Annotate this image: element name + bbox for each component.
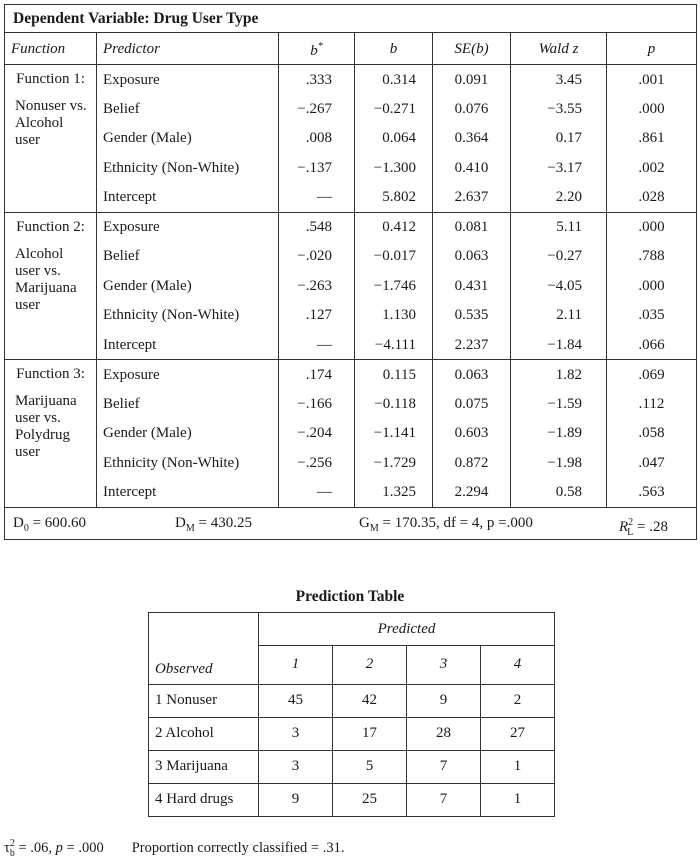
- predictor-cell: Ethnicity (Non-White): [97, 448, 279, 478]
- wald-cell: 3.45: [511, 65, 607, 95]
- predictor-cell: Ethnicity (Non-White): [97, 153, 279, 183]
- p-cell: .069: [607, 360, 697, 390]
- se-cell: 0.364: [433, 124, 511, 154]
- wald-cell: −1.59: [511, 389, 607, 419]
- observed-category: 4 Hard drugs: [149, 783, 259, 816]
- observed-category: 2 Alcohol: [149, 717, 259, 750]
- b-cell: 1.130: [355, 301, 433, 331]
- observed-category: 1 Nonuser: [149, 684, 259, 717]
- observed-label: Observed: [149, 646, 259, 685]
- b-cell: −1.746: [355, 271, 433, 301]
- table-title: Dependent Variable: Drug User Type: [5, 5, 697, 33]
- p-cell: .002: [607, 153, 697, 183]
- bstar-cell: —: [279, 330, 355, 360]
- table-row: [5, 94, 697, 124]
- se-cell: 0.063: [433, 242, 511, 272]
- prediction-count: 45: [259, 684, 333, 717]
- bstar-cell: −.256: [279, 448, 355, 478]
- prediction-count: 7: [407, 750, 481, 783]
- prediction-row: [149, 750, 555, 783]
- function-description: Alcohol user vs. Marijuana user: [15, 245, 77, 313]
- table-row: [5, 124, 697, 154]
- predicted-col-2: 2: [333, 646, 407, 685]
- p-cell: .000: [607, 212, 697, 242]
- se-cell: 0.063: [433, 360, 511, 390]
- table-row: [5, 478, 697, 508]
- p-cell: .788: [607, 242, 697, 272]
- wald-cell: −1.84: [511, 330, 607, 360]
- bstar-cell: .333: [279, 65, 355, 95]
- b-cell: 1.325: [355, 478, 433, 508]
- bstar-cell: −.166: [279, 389, 355, 419]
- bstar-cell: −.020: [279, 242, 355, 272]
- b-cell: 0.314: [355, 65, 433, 95]
- predictor-cell: Gender (Male): [97, 271, 279, 301]
- header-b: b: [355, 33, 433, 65]
- dm-stat: $D_M = 430.25$: [175, 514, 252, 534]
- b-cell: −1.141: [355, 419, 433, 449]
- header-bstar: b*: [279, 33, 355, 65]
- prediction-count: 5: [333, 750, 407, 783]
- wald-cell: 0.17: [511, 124, 607, 154]
- wald-cell: −1.98: [511, 448, 607, 478]
- table-row: [5, 330, 697, 360]
- b-cell: 0.412: [355, 212, 433, 242]
- prediction-count: 1: [481, 783, 555, 816]
- se-cell: 0.075: [433, 389, 511, 419]
- prediction-count: 1: [481, 750, 555, 783]
- header-se: SE(b): [433, 33, 511, 65]
- prediction-table: [148, 612, 555, 817]
- wald-cell: −3.17: [511, 153, 607, 183]
- bstar-cell: —: [279, 183, 355, 213]
- prediction-count: 28: [407, 717, 481, 750]
- header-wald: Wald z: [511, 33, 607, 65]
- b-cell: −0.118: [355, 389, 433, 419]
- bstar-cell: .174: [279, 360, 355, 390]
- model-fit-footer: [5, 507, 697, 539]
- gm-stat: $G_M = 170.35$, df = 4, p =.000: [359, 514, 533, 534]
- table-row: [5, 65, 697, 95]
- bstar-cell: −.137: [279, 153, 355, 183]
- prediction-count: 17: [333, 717, 407, 750]
- table-row: [5, 153, 697, 183]
- table-row: [5, 242, 697, 272]
- proportion-classified: Proportion correctly classified = .31.: [131, 839, 345, 856]
- se-cell: 2.637: [433, 183, 511, 213]
- observed-category: 3 Marijuana: [149, 750, 259, 783]
- header-function: Function: [5, 33, 97, 65]
- b-cell: 5.802: [355, 183, 433, 213]
- predictor-cell: Ethnicity (Non-White): [97, 301, 279, 331]
- table-row: [5, 183, 697, 213]
- p-cell: .861: [607, 124, 697, 154]
- header-row: [5, 33, 697, 65]
- function-number: Function 3:: [16, 366, 85, 382]
- function-description: Nonuser vs. Alcohol user: [15, 98, 87, 148]
- se-cell: 0.081: [433, 212, 511, 242]
- bstar-cell: .548: [279, 212, 355, 242]
- predicted-col-1: 1: [259, 646, 333, 685]
- se-cell: 0.535: [433, 301, 511, 331]
- predictor-cell: Exposure: [97, 65, 279, 95]
- wald-cell: −0.27: [511, 242, 607, 272]
- table-row: [5, 389, 697, 419]
- predicted-label: Predicted: [259, 613, 555, 646]
- b-cell: −1.300: [355, 153, 433, 183]
- p-cell: .000: [607, 271, 697, 301]
- function-label: [5, 65, 97, 213]
- p-cell: .000: [607, 94, 697, 124]
- predictor-cell: Belief: [97, 242, 279, 272]
- corner-cell: [149, 613, 259, 646]
- se-cell: 0.091: [433, 65, 511, 95]
- se-cell: 0.431: [433, 271, 511, 301]
- bstar-cell: −.204: [279, 419, 355, 449]
- table-row: [5, 448, 697, 478]
- wald-cell: 5.11: [511, 212, 607, 242]
- table-row: [5, 212, 697, 242]
- function-number: Function 2:: [16, 218, 85, 235]
- predictor-cell: Belief: [97, 94, 279, 124]
- se-cell: 0.603: [433, 419, 511, 449]
- wald-cell: 2.20: [511, 183, 607, 213]
- b-cell: −0.271: [355, 94, 433, 124]
- p-cell: .058: [607, 419, 697, 449]
- prediction-count: 3: [259, 750, 333, 783]
- prediction-count: 2: [481, 684, 555, 717]
- function-number: Function 1:: [16, 71, 85, 87]
- header-p: p: [607, 33, 697, 65]
- se-cell: 2.294: [433, 478, 511, 508]
- footnote: $\tau^2_b = .06$, p = .000 Proportion correctly classified = .31.: [4, 838, 345, 859]
- se-cell: 2.237: [433, 330, 511, 360]
- p-cell: .112: [607, 389, 697, 419]
- bstar-cell: .008: [279, 124, 355, 154]
- b-cell: 0.064: [355, 124, 433, 154]
- predicted-col-4: 4: [481, 646, 555, 685]
- bstar-cell: −.263: [279, 271, 355, 301]
- prediction-count: 25: [333, 783, 407, 816]
- predictor-cell: Exposure: [97, 360, 279, 390]
- wald-cell: 2.11: [511, 301, 607, 331]
- header-predictor: Predictor: [97, 33, 279, 65]
- wald-cell: −4.05: [511, 271, 607, 301]
- prediction-count: 7: [407, 783, 481, 816]
- regression-table: [4, 4, 697, 540]
- table-row: [5, 419, 697, 449]
- predictor-cell: Intercept: [97, 478, 279, 508]
- se-cell: 0.410: [433, 153, 511, 183]
- b-cell: −1.729: [355, 448, 433, 478]
- se-cell: 0.076: [433, 94, 511, 124]
- d0-stat: $D_0 = 600.60$: [13, 514, 87, 534]
- function-label: [5, 360, 97, 508]
- table-row: [5, 301, 697, 331]
- prediction-count: 42: [333, 684, 407, 717]
- predictor-cell: Gender (Male): [97, 124, 279, 154]
- prediction-count: 9: [259, 783, 333, 816]
- table-row: [5, 360, 697, 390]
- prediction-row: [149, 717, 555, 750]
- wald-cell: −3.55: [511, 94, 607, 124]
- prediction-count: 3: [259, 717, 333, 750]
- p-cell: .066: [607, 330, 697, 360]
- predictor-cell: Belief: [97, 389, 279, 419]
- wald-cell: 0.58: [511, 478, 607, 508]
- prediction-row: [149, 684, 555, 717]
- function-description: Marijuana user vs. Polydrug user: [15, 393, 77, 460]
- wald-cell: 1.82: [511, 360, 607, 390]
- predictor-cell: Exposure: [97, 212, 279, 242]
- prediction-count: 9: [407, 684, 481, 717]
- se-cell: 0.872: [433, 448, 511, 478]
- prediction-table-title: Prediction Table: [295, 588, 405, 605]
- wald-cell: −1.89: [511, 419, 607, 449]
- p-cell: .047: [607, 448, 697, 478]
- predictor-cell: Intercept: [97, 183, 279, 213]
- r2-stat: $R^2_L = .28$: [619, 516, 668, 538]
- bstar-cell: —: [279, 478, 355, 508]
- table-row: [5, 271, 697, 301]
- p-cell: .563: [607, 478, 697, 508]
- prediction-count: 27: [481, 717, 555, 750]
- p-cell: .028: [607, 183, 697, 213]
- b-cell: 0.115: [355, 360, 433, 390]
- bstar-cell: −.267: [279, 94, 355, 124]
- prediction-row: [149, 783, 555, 816]
- predicted-col-3: 3: [407, 646, 481, 685]
- function-label: [5, 212, 97, 360]
- b-cell: −4.111: [355, 330, 433, 360]
- b-cell: −0.017: [355, 242, 433, 272]
- predictor-cell: Intercept: [97, 330, 279, 360]
- bstar-cell: .127: [279, 301, 355, 331]
- p-cell: .001: [607, 65, 697, 95]
- predictor-cell: Gender (Male): [97, 419, 279, 449]
- p-cell: .035: [607, 301, 697, 331]
